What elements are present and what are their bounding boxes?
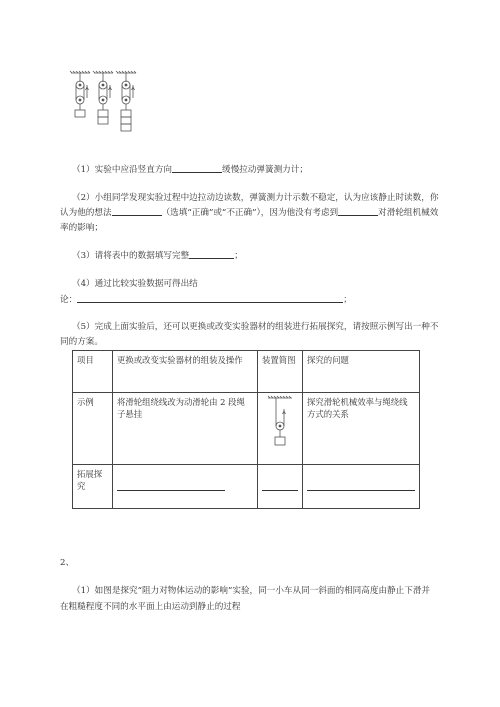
answer-blank-1[interactable] (172, 164, 222, 173)
example-diagram-cell (258, 393, 303, 465)
question-2-number: 2、 (60, 558, 75, 568)
extension-question-cell (303, 465, 420, 509)
example-question: 探究滑轮机械效率与绳绕线方式的关系 (303, 393, 420, 465)
table-header-row (73, 351, 420, 393)
pulley-setup-2 (93, 71, 113, 124)
q1-part1-label: （1） (72, 165, 95, 175)
q1-part2-text-c: 对滑轮组机械效 (378, 208, 439, 218)
q1-part1-text: 实验中应沿竖直方向 (94, 165, 173, 175)
q1-part4-tail: ； (343, 295, 352, 305)
q1-part2-text-a: 认为他的想法 (60, 208, 112, 218)
answer-blank-5[interactable] (77, 294, 343, 303)
q1-part1-tail: 缓慢拉动弹簧测力计； (222, 165, 308, 175)
pulley-apparatus-figure (68, 70, 148, 140)
extension-label: 拓展探究 (73, 465, 113, 509)
extension-operation-cell (113, 465, 258, 509)
pulley-setup-3 (116, 71, 136, 131)
example-operation: 将滑轮组绕线改为动滑轮由 2 段绳子悬挂 (113, 393, 258, 465)
answer-blank-question[interactable] (307, 482, 415, 491)
q1-part5-line2: 同的方案。 (60, 337, 103, 347)
q1-part2-line3: 率的影响； (60, 223, 103, 233)
answer-blank-2[interactable] (112, 207, 162, 216)
q1-part4-line1: （4）通过比较实验数据可得出结 (72, 279, 198, 289)
answer-blank-diagram[interactable] (262, 482, 298, 491)
example-label: 示例 (73, 393, 113, 465)
header-diagram: 装置简图 (258, 351, 303, 393)
extension-diagram-cell (258, 465, 303, 509)
q1-part3-text: （3）请将表中的数据填写完整 (72, 251, 190, 261)
q2-part1-line2: 在粗糙程度不同的水平面上由运动到静止的过程 (60, 602, 241, 612)
q1-part2-text-b: （选填“正确”或“不正确”），因为他没有考虑到 (161, 208, 339, 218)
answer-blank-3[interactable] (338, 207, 378, 216)
header-question: 探究的问题 (303, 351, 420, 393)
q1-part3 (72, 250, 243, 262)
extension-table (72, 350, 420, 509)
q1-part4-line2 (60, 294, 352, 306)
header-item: 项目 (73, 351, 113, 393)
q1-part4-text: 论： (60, 295, 78, 305)
header-operation: 更换或改变实验器材的组装及操作 (113, 351, 258, 393)
movable-pulley-diagram (262, 395, 298, 457)
q2-part1-line1: （1）如图是探究“阻力对物体运动的影响”实验，同一小车从同一斜面的相同高度由静止下滑并 (72, 586, 431, 596)
table-row-example (73, 393, 420, 465)
answer-blank-operation[interactable] (117, 482, 225, 491)
answer-blank-4[interactable] (189, 250, 234, 259)
q1-part5-line1: （5）完成上面实验后，还可以更换或改变实验器材的组装进行拓展探究，请按照示例写出一种不 (72, 322, 439, 332)
q1-part1 (72, 164, 308, 176)
pulley-setup-1 (70, 71, 90, 117)
q1-part2-line2 (60, 207, 438, 219)
q1-part3-tail: ； (234, 251, 243, 261)
table-row-extension (73, 465, 420, 509)
q1-part2-line1: （2）小组同学发现实验过程中边拉动边读数，弹簧测力计示数不稳定，认为应该静止时读数，你 (72, 193, 439, 203)
